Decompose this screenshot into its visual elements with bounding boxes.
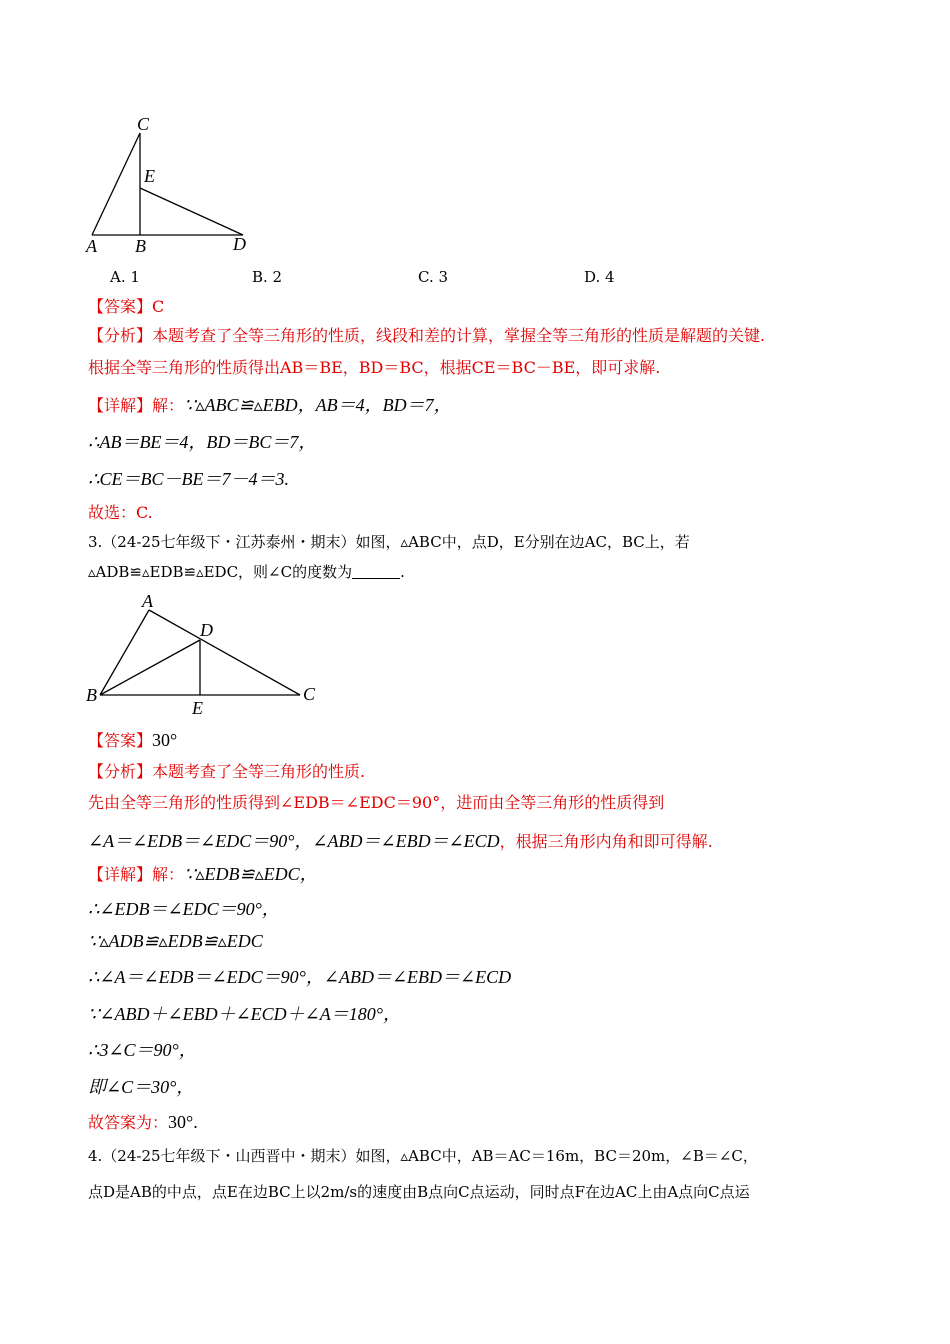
q4-stem-1: 4.（24-25七年级下・山西晋中・期末）如图，▵ABC中，AB＝AC＝16m，BC＝20m，∠B＝∠C， xyxy=(88,1147,758,1165)
q3-detail-7: 即∠C＝30°， xyxy=(88,1077,195,1097)
q3-answer xyxy=(88,730,177,751)
detail-math: ∵▵EDB≌▵EDC， xyxy=(184,864,318,884)
q3-detail-6: ∴3∠C＝90°， xyxy=(88,1040,197,1060)
q3-analysis-2: 先由全等三角形的性质得到∠EDB＝∠EDC＝90°，进而由全等三角形的性质得到 xyxy=(88,793,665,812)
label-a: A xyxy=(86,236,97,256)
label-a: A xyxy=(142,591,153,611)
choice-c: C. 3 xyxy=(418,268,449,286)
q2-analysis-2: 根据全等三角形的性质得出AB＝BE，BD＝BC，根据CE＝BC－BE，即可求解. xyxy=(88,358,661,377)
q3-detail-2: ∴∠EDB＝∠EDC＝90°， xyxy=(88,899,280,919)
answer-blank xyxy=(352,562,400,579)
q3-detail-1 xyxy=(88,864,318,885)
choice-b: B. 2 xyxy=(252,268,283,286)
figure-triangle-abc-d-e xyxy=(80,588,330,718)
q2-final: 故选：C. xyxy=(88,503,153,522)
label-c: C xyxy=(303,684,316,704)
label-d: D xyxy=(233,234,246,254)
final-value: 30°. xyxy=(168,1112,198,1132)
analysis-text: ，根据三角形内角和即可得解. xyxy=(499,832,713,851)
detail-tag: 【详解】解： xyxy=(88,865,185,884)
final-tag: 故答案为： xyxy=(88,1113,169,1132)
q2-detail-1 xyxy=(88,395,452,416)
q3-detail-4: ∴∠A＝∠EDB＝∠EDC＝90°，∠ABD＝∠EBD＝∠ECD xyxy=(88,967,512,987)
q3-stem-2 xyxy=(88,562,405,582)
q3-analysis-1: 【分析】本题考查了全等三角形的性质. xyxy=(88,762,366,781)
q2-answer: 【答案】C xyxy=(88,297,165,316)
figure-triangle-abc-ebd xyxy=(80,108,280,258)
label-d: D xyxy=(200,620,213,640)
q3-detail-5: ∵∠ABD＋∠EBD＋∠ECD＋∠A＝180°， xyxy=(88,1004,401,1024)
choice-d: D. 4 xyxy=(584,268,615,286)
answer-tag: 【答案】 xyxy=(88,731,153,750)
choice-a: A. 1 xyxy=(110,268,140,286)
label-e: E xyxy=(192,698,203,718)
detail-tag: 【详解】解： xyxy=(88,396,185,415)
q3-analysis-3 xyxy=(88,831,713,852)
q3-detail-3: ∵▵ADB≌▵EDB≌▵EDC xyxy=(88,931,263,951)
q3-stem-1: 3.（24-25七年级下・江苏泰州・期末）如图，▵ABC中，点D，E分别在边AC，BC上，若 xyxy=(88,533,690,551)
q3-stem-2-end: . xyxy=(400,563,405,581)
q3-final xyxy=(88,1112,198,1133)
q2-detail-3: ∴CE＝BC－BE＝7－4＝3. xyxy=(88,469,289,489)
q2-detail-2: ∴AB＝BE＝4，BD＝BC＝7， xyxy=(88,432,317,452)
label-e: E xyxy=(144,166,155,186)
label-b: B xyxy=(135,236,146,256)
q4-stem-2: 点D是AB的中点，点E在边BC上以2m/s的速度由B点向C点运动，同时点F在边AC上由A点向C点运 xyxy=(88,1183,750,1201)
analysis-math: ∠A＝∠EDB＝∠EDC＝90°，∠ABD＝∠EBD＝∠ECD xyxy=(88,831,500,851)
q2-analysis-1: 【分析】本题考查了全等三角形的性质，线段和差的计算，掌握全等三角形的性质是解题的关键. xyxy=(88,326,766,345)
q3-stem-2-text: ▵ADB≌▵EDB≌▵EDC，则∠C的度数为 xyxy=(88,563,353,581)
detail-math: ∵▵ABC≌▵EBD，AB＝4，BD＝7， xyxy=(184,395,452,415)
answer-value: 30° xyxy=(152,730,178,750)
label-b: B xyxy=(86,685,97,705)
label-c: C xyxy=(137,114,150,134)
